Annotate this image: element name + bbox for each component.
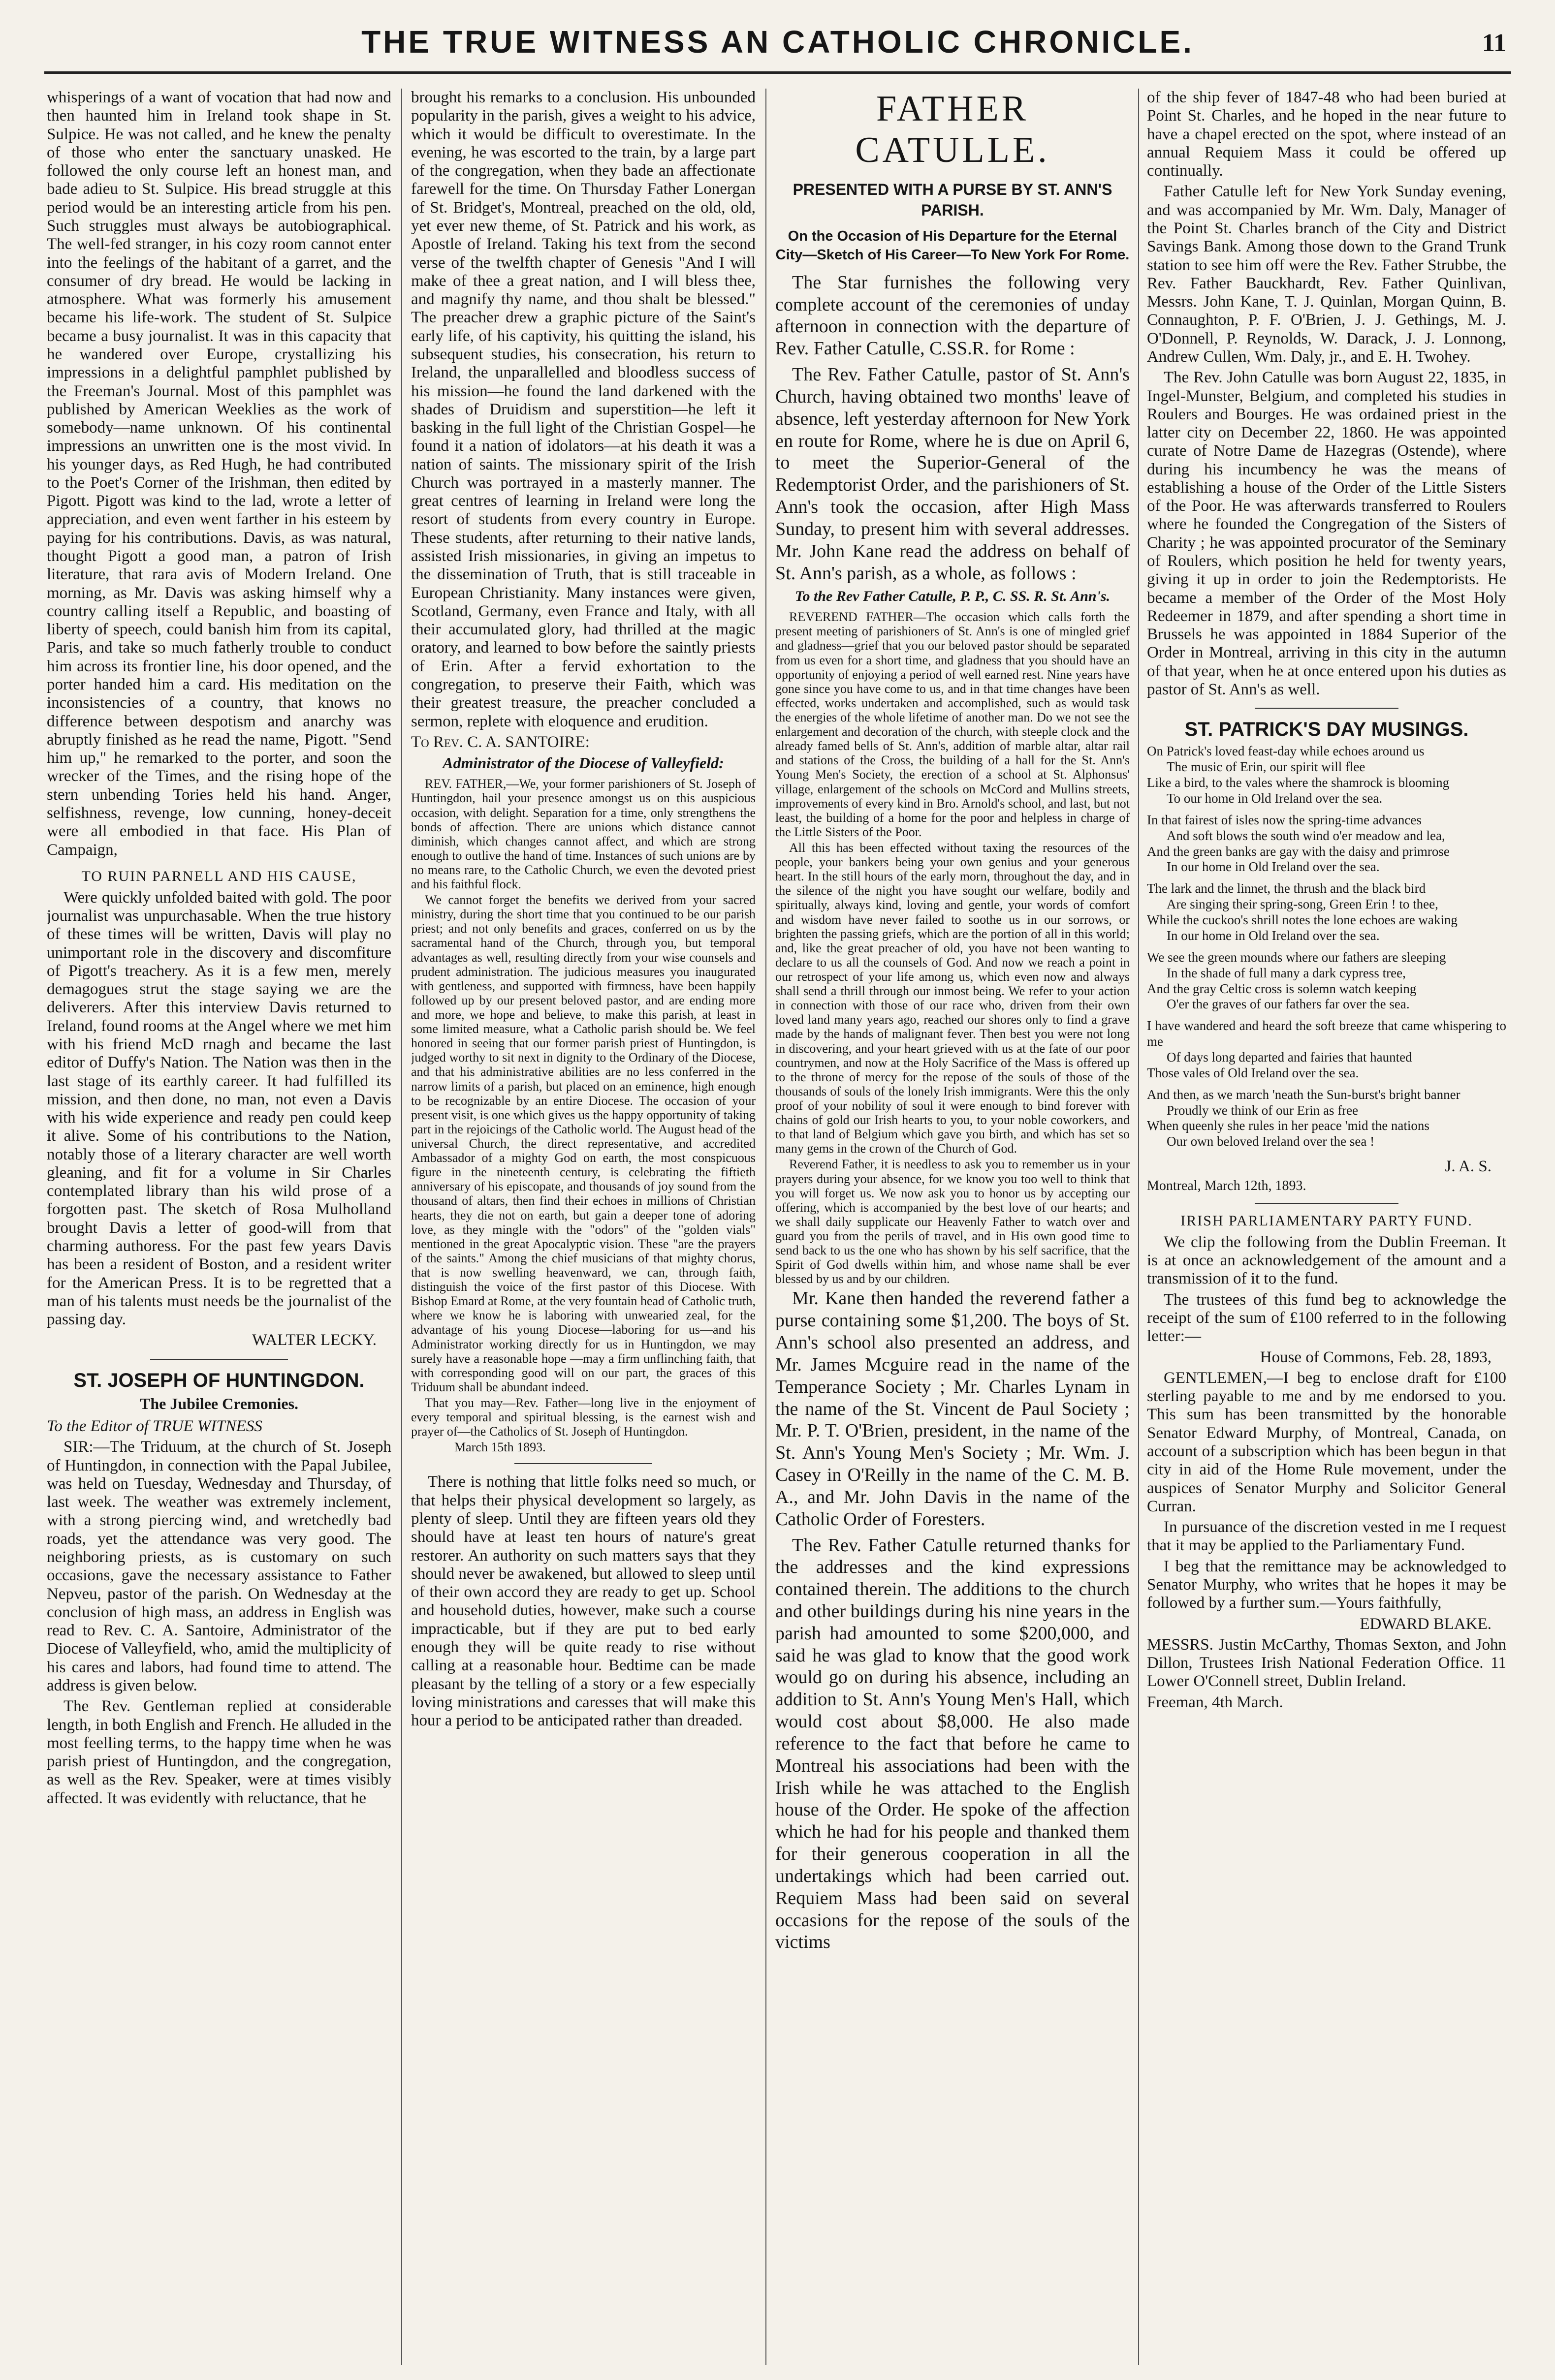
poem-line: The lark and the linnet, the thrush and the black bird xyxy=(1147,881,1426,896)
poem-line: While the cuckoo's shrill notes the lone echoes are waking xyxy=(1147,912,1458,928)
column-4 xyxy=(1147,89,1506,2365)
article-paragraph: We clip the following from the Dublin Freeman. It is at once an acknowledgement of the amount and a transmission of it to the fund. xyxy=(1147,1233,1506,1288)
column-1 xyxy=(47,89,391,2365)
poem-signature: J. A. S. xyxy=(1445,1158,1492,1176)
article-lede xyxy=(775,272,1130,585)
address-paragraph: REVEREND FATHER—The occasion which calls forth the present meeting of parishioners of St. Ann's is one of mingled grief and gladness—grief that you our beloved pastor should be separated from us even for a short time, and gladness that you should have an opportunity of enjoying a period of well earned rest. Nine years have gone since you have come to us, and in that time changes have been effected, works undertaken and accomplished, such as would task the energies of the whole lifetime of another man. Do we not see the enlargement and decoration of the church, with steeple clock and the already famed bells of St. Ann's, addition of marble altar, altar rail and stations of the Cross, the building of a hall for the St. Ann's Young Men's Society, the erection of a school at St. Alphonsus' village, enlargement of the schools on McCord and Mullins streets, improvements of every kind in Bro. Arnold's school, and last, but not least, the building of a home for the poor and helpless in charge of the Little Sisters of the Poor. xyxy=(775,610,1130,839)
address-body xyxy=(411,777,756,1454)
article-paragraph: whisperings of a want of vocation that had now and then haunted him in Ireland took shape in St. Sulpice. He was not called, and he knew the penalty of those who enter the sanctuary unasked. He followed the only course left an honest man, and bade adieu to St. Sulpice. His bread struggle at this period would be an interesting article from his pen. Such struggles must always be autobiographical. The well-fed stranger, in his cozy room cannot enter into the feelings of the habitant of a garret, and the consumer of dry bread. He would be lacking in atmosphere. What was formerly his amusement became his life-work. The student of St. Sulpice became a busy journalist. It was in this capacity that he wandered over Europe, crystallizing his impressions in a delightful pamphlet published by the Freeman's Journal. Most of this pamphlet was published by American Weeklies as the work of somebody—name unknown. Of his continental impressions an unwritten one is the most vivid. In his younger days, as Red Hugh, he had contributed to the Poet's Corner of the Irishman, then edited by Pigott. Pigott was kind to the lad, wrote a letter of appreciation, and even went farther in his esteem by paying for his contributions. Davis, as was natural, thought Pigott a good man, a patron of Irish literature, that rara avis of Modern Ireland. One morning, as Mr. Davis was asking himself why a country calling itself a Republic, and boasting of liberty of speech, could banish him from its capital, Paris, and take so much fatherly trouble to conduct him across its frontier line, his door opened, and the porter handed him a card. His meditation on the inconsistencies of a country, that knows no difference between despotism and anarchy was abruptly finished as he read the name, Pigott. "Send him up," he remarked to the porter, and soon the wrecker of the Times, and the rising hope of the stern unbending Tories held his hand. Anger, selfishness, revenge, low cunning, honey-deceit were all embodied in that face. His Plan of Campaign, xyxy=(47,89,391,859)
poem xyxy=(1147,744,1506,1150)
column-rule xyxy=(1138,89,1139,2365)
column-3 xyxy=(775,89,1130,2365)
article-headline: IRISH PARLIAMENTARY PARTY FUND. xyxy=(1180,1213,1473,1229)
poem-line: When queenly she rules in her peace 'mid the nations xyxy=(1147,1118,1429,1133)
poem-line: Proudly we think of our Erin as free xyxy=(1167,1102,1359,1118)
article-continuation xyxy=(775,1287,1130,1953)
address-date: March 15th 1893. xyxy=(454,1440,546,1455)
poem-line: Our own beloved Ireland over the sea ! xyxy=(1167,1134,1375,1149)
article-deck: PRESENTED WITH A PURSE BY ST. ANN'S PARISH. xyxy=(793,181,1112,219)
column-2 xyxy=(411,89,756,2365)
article-paragraph: The trustees of this fund beg to acknowledge the receipt of the sum of £100 referred to in the following letter:— xyxy=(1147,1290,1506,1346)
poem-stanza xyxy=(1147,813,1506,875)
poem-line: To our home in Old Ireland over the sea. xyxy=(1167,791,1383,806)
poem-line: And the gray Celtic cross is solemn watch keeping xyxy=(1147,981,1417,996)
article-headline: ST. JOSEPH OF HUNTINGDON. xyxy=(73,1369,365,1391)
poem-line: We see the green mounds where our fathers are sleeping xyxy=(1147,949,1446,965)
page-number: 11 xyxy=(1482,29,1506,57)
poem-stanza xyxy=(1147,1018,1506,1081)
address-paragraph: REV. FATHER,—We, your former parishioners of St. Joseph of Huntingdon, hail your presence amongst us on this auspicious occasion, with delight. Separation for a time, only strengthens the bonds of affection. There are unions which distance cannot diminish, which changes cannot affect, and which are strong enough to outlive the hand of time. Instances of such unions are by no means rare, to the Catholic Church, we even the devoted priest and his faithful flock. xyxy=(411,777,756,892)
poem-line: In our home in Old Ireland over the sea. xyxy=(1167,859,1380,875)
poem-line: And soft blows the south wind o'er meadow and lea, xyxy=(1167,828,1445,843)
address-paragraph: Reverend Father, it is needless to ask you to remember us in your prayers during your absence, for we know you too well to think that you will forget us. We now ask you to honor us by accepting our offering, which is accompanied by the best love of our hearts; and we shall daily supplicate our Heavenly Father to watch over and guard you from the perils of travel, and in His own good time to send back to us the one who has shown by his self sacrifice, that the Spirit of God dwells within him, and whose name shall be ever blessed by us and by our children. xyxy=(775,1157,1130,1286)
article-paragraph: brought his remarks to a conclusion. His unbounded popularity in the parish, gives a weight to his advice, which it would be difficult to overestimate. In the evening, he was escorted to the train, by a large part of the congregation, when they bade an affectionate farewell for the time. On Thursday Father Lonergan of St. Bridget's, Montreal, preached on the old, old, yet ever new theme, of St. Patrick and his work, as Apostle of Ireland. Taking his text from the second verse of the twelfth chapter of Genesis "And I will make of thee a great nation, and I will bless thee, and magnify thy name, and thou shalt be blessed." The preacher drew a graphic picture of the Saint's early life, of his captivity, his quitting the island, his subsequent studies, his consecration, his return to Ireland, the unparallelled and bloodless success of his mission—he found the land darkened with the shades of Druidism and superstition—he left it basking in the full light of the Christian Gospel—he found it a nation of idolators—at his death it was a nation of saints. The missionary spirit of the Irish Church was portrayed in a masterly manner. The great centres of learning in Ireland were long the resort of students from every country in Europe. These students, after returning to their native lands, assisted Irish missionaries, in giving an impetus to the dissemination of Truth, that is still traceable in European Christianity. Many instances were given, Scotland, Germany, even France and Italy, with all their accumulated glory, had thrilled at the magic oratory, and learned to bow before the saintly priests of Erin. After a fervid exhortation to the congregation, to preserve their Faith, which was their greatest treasure, the preacher concluded a sermon, replete with eloquence and erudition. xyxy=(411,89,756,730)
poem-line: Like a bird, to the vales where the shamrock is blooming xyxy=(1147,775,1450,790)
address-body xyxy=(775,610,1130,1286)
poem-line: I have wandered and heard the soft breeze that came whispering to me xyxy=(1147,1018,1506,1049)
poem-line: In that fairest of isles now the spring-time advances xyxy=(1147,812,1422,827)
article-paragraph: SIR:—The Triduum, at the church of St. Joseph of Huntingdon, in connection with the Papal Jubilee, was held on Tuesday, Wednesday and Thursday, of last week. The weather was extremely inclement, with a strong piercing wind, and wretchedly bad roads, yet the attendance was very good. The neighboring priests, as is customary on such occasions, gave the necessary assistance to Father Nepveu, pastor of the parish. On Wednesday at the conclusion of high mass, an address in English was read to Rev. C. A. Santoire, Administrator of the Diocese of Valleyfield, who, amid the multiplicity of his cares and labors, had found time to attend. The address is given below. xyxy=(47,1438,391,1695)
author-signature: WALTER LECKY. xyxy=(252,1331,377,1349)
article-paragraph: The Rev. John Catulle was born August 22, 1835, in Ingel-Munster, Belgium, and completed his studies in Roulers and Bourges. He was ordained priest in the latter city on December 22, 1860. He was appointed curate of Notre Dame de Hazegras (Ostende), where during his incumbency he was the means of establishing a house of the Order of the Little Sisters of the Poor. He was afterwards transferred to Roulers where he founded the Congregation of the Sisters of Charity ; he was appointed procurator of the Seminary of Roulers, which position he held for twenty years, giving it up in order to join the Redemptorists. He became a member of the Order of the Most Holy Redeemer in 1879, and after spending a short time in Brussels he was appointed in 1884 Superior of the Order in Montreal, arriving in this city in the autumn of that year, when he at once entered upon his duties as pastor of St. Ann's as well. xyxy=(1147,369,1506,698)
letter-place: House of Commons, Feb. 28, 1893, xyxy=(1260,1348,1492,1366)
poem-line: In the shade of full many a dark cypress tree, xyxy=(1167,965,1406,980)
letter-footer: Freeman, 4th March. xyxy=(1147,1693,1283,1711)
article-paragraph: Father Catulle left for New York Sunday evening, and was accompanied by Mr. Wm. Daly, Manager of the Point St. Charles branch of the City and District Savings Bank. Among those down to the Grand Trunk station to see him off were the Rev. Father Strubbe, the Rev. Father Bauckhardt, Rev. Father Quinlivan, Messrs. John Kane, T. J. Quinlan, Morgan Quinn, B. Connaughton, P. F. O'Brien, J. J. Gethings, M. J. O'Donnell, P. Reynolds, W. Darack, J. J. Lonnong, Andrew Cullen, Wm. Daly, jr., and E. H. Twohey. xyxy=(1147,183,1506,366)
article-paragraph: The Rev. Gentleman replied at considerable length, in both English and French. He alluded in the most feelling terms, to the happy time when he was parish priest of Huntingdon, and the congregation, as well as the Rev. Speaker, were at times visibly affected. It was evidently with reluctance, that he xyxy=(47,1697,391,1807)
poem-line: Are singing their spring-song, Green Erin ! to thee, xyxy=(1167,897,1438,912)
address-paragraph: We cannot forget the benefits we derived from your sacred ministry, during the short time that you continued to be our parish priest; and not only benefits and graces, conferred on us by the sacramental hand of the Church, through you, but temporal advantages as well, resulting directly from your wise counsels and prudent administration. The judicious measures you inaugurated with gentleness, and supported with firmness, have been happily followed up by our present beloved pastor, and are ending more and more, we hope and believe, to make this parish, at least in some limited measure, what a Catholic parish should be. We feel honored in seeing that our former parish priest of Huntingdon, is judged worthy to sit next in dignity to the Ordinary of the Diocese, and that his administrative abilities are no less conferred in the narrow limits of a parish, but placed on an eminence, high enough to be recognizable by an entire Diocese. The occasion of your present visit, is one which gives us the happy opportunity of taking part in the rejoicings of the Catholic world. The August head of the universal Church, the direct representative, and accredited Ambassador of a mighty God on earth, the most conspicuous figure in the nineteenth century, is celebrating the fiftieth anniversary of his episcopate, and thousands of joy sound from the thousand of altars, then find their echoes in millions of Christian hearts, they die not on earth, but gain a deeper tone of adoring love, as they mingle with the "odors" of the "golden vials" mentioned in the great Apocalyptic vision. These "are the prayers of the saints." Among the chief musicians of that mighty chorus, that is now swelling heavenward, we can, through faith, distinguish the voice of the first pastor of this Diocese. With Bishop Emard at Rome, at the very fountain head of Catholic truth, where we know he is laboring with unwearied zeal, for the advantage of his young Diocese—laboring for us—and his Administrator working directly for us in Huntingdon, we may surely have a reasonable hope —may a firm unflinching faith, that with corresponding good will on our part, the graces of this Triduum shall be abundant indeed. xyxy=(411,893,756,1394)
column-rule xyxy=(765,89,766,2365)
divider xyxy=(1255,1203,1398,1204)
article-headline: FATHER CATULLE. xyxy=(855,89,1050,170)
address-title: Administrator of the Diocese of Valleyfield: xyxy=(443,754,724,772)
letter-paragraph: In pursuance of the discretion vested in me I request that it may be applied to the Parliamentary Fund. xyxy=(1147,1518,1506,1555)
letter-paragraph: I beg that the remittance may be acknowledged to Senator Murphy, who writes that he hopes it may be followed by a further sum.—Yours faithfully, xyxy=(1147,1557,1506,1612)
salutation: To the Editor of TRUE WITNESS xyxy=(47,1417,262,1436)
article-paragraph: The Rev. Father Catulle returned thanks for the addresses and the kind expressions contained therein. The additions to the church and other buildings during his nine years in the parish had amounted to some $200,000, and said he was glad to know that the good work would go on during his absence, including an addition to St. Ann's Young Men's Hall, which would cost about $8,000. He also made reference to the fact that before he came to Montreal his associations had been with the Irish while he was attached to the English house of the Order. He spoke of the affection which he had for his people and thanked them for their generous cooperation in all the undertakings which had been carried out. Requiem Mass had been said on several occasions for the repose of the souls of the victims xyxy=(775,1534,1130,1953)
article-paragraph: The Star furnishes the following very complete account of the ceremonies of unday afternoon in connection with the departure of Rev. Father Catulle, C.SS.R. for Rome : xyxy=(775,272,1130,359)
subheading: TO RUIN PARNELL AND HIS CAUSE, xyxy=(81,868,357,884)
poem-line: On Patrick's loved feast-day while echoes around us xyxy=(1147,744,1425,759)
poem-dateline: Montreal, March 12th, 1893. xyxy=(1147,1178,1306,1194)
article-deck: On the Occasion of His Departure for the Eternal City—Sketch of His Career—To New York For Rome. xyxy=(775,228,1130,263)
article-paragraph: Were quickly unfolded baited with gold. The poor journalist was unpurchasable. When the true history of these times will be written, Davis will play no unimportant role in the discovery and discomfiture of Pigott's treachery. As it is a few men, merely demagogues strut the stage saying we are the deliverers. After this interview Davis returned to Ireland, found rooms at the Angel where we met him with his friend McD rnagh and became the last editor of Duffy's Nation. The Nation was then in the last stage of its earthly career. It had fulfilled its mission, and then done, no man, not even a Davis with his wide experience and ready pen could keep it alive. Some of his contributions to the Nation, notably those of a literary character are well worth gleaning, and fit for a volume in Sir Charles contemplated library than his wild prose of a forgotten past. The sketch of Rosa Mulholland brought Davis a letter of good-will from that charming authoress. For the past few years Davis has been a resident of Boston, and a resident writer for the American Press. It is to be regretted that a man of his talents must needs be the journalist of the passing day. xyxy=(47,888,391,1329)
column-rule xyxy=(401,89,402,2365)
address-paragraph: That you may—Rev. Father—long live in the enjoyment of every temporal and spiritual blessing, is the earnest wish and prayer of—the Catholics of St. Joseph of Huntingdon. xyxy=(411,1395,756,1439)
masthead-title: THE TRUE WITNESS AN CATHOLIC CHRONICLE. xyxy=(361,24,1194,60)
poem-title: ST. PATRICK'S DAY MUSINGS. xyxy=(1184,719,1469,741)
poem-stanza xyxy=(1147,881,1506,943)
masthead xyxy=(44,20,1511,74)
letter-recipients: MESSRS. Justin McCarthy, Thomas Sexton, and John Dillon, Trustees Irish National Federation Office. 11 Lower O'Connell street, Dublin Ireland. xyxy=(1147,1635,1506,1691)
poem-line: In our home in Old Ireland over the sea. xyxy=(1167,928,1380,943)
article-subheadline: The Jubilee Cremonies. xyxy=(139,1394,299,1412)
poem-line: The music of Erin, our spirit will flee xyxy=(1167,759,1365,775)
poem-line: Of days long departed and fairies that haunted xyxy=(1167,1049,1412,1065)
poem-line: Those vales of Old Ireland over the sea. xyxy=(1147,1065,1359,1080)
poem-line: And then, as we march 'neath the Sun-burst's bright banner xyxy=(1147,1087,1460,1102)
address-to-line: To Rev. C. A. SANTOIRE: xyxy=(411,733,590,751)
poem-line: And the green banks are gay with the daisy and primrose xyxy=(1147,844,1450,859)
article-paragraph: There is nothing that little folks need so much, or that helps their physical development so largely, as plenty of sleep. Until they are fifteen years old they should have at least ten hours of nature's great restorer. An authority on such matters says that they should never be awakened, but allowed to sleep until of their own accord they are ready to get up. School and household duties, however, make such a course impracticable, but if they are put to bed early enough they will be quite ready to rise without calling at a reasonable hour. Bedtime can be made pleasant by the telling of a story or a few especially loving ministrations and caresses that will make this hour a period to be anticipated rather than dreaded. xyxy=(411,1473,756,1730)
address-paragraph: All this has been effected without taxing the resources of the people, your bankers being your own genius and your generous heart. In the still hours of the early morn, throughout the day, and in the silence of the night you have sought our welfare, bodily and spiritually, always kind, loving and gentle, your words of comfort and wisdom have never failed to soothe us in our sorrows, or brighten the passing griefs, which are the portion of all in this world; and, like the great preacher of old, you have not been wanting to declare to us all the counsels of God. And now we reach a point in our retrospect of your life among us, which even now and always shall send a thrill through our inmost being. We refer to your action in connection with those of our race who, driven from their own loved land many years ago, reached our shores only to find a grave made by the hands of malignant fever. Then best you were not long in discovering, and your heart grieved with us at the fate of our poor countrymen, and now at the Holy Sacrifice of the Mass is offered up to the throne of mercy for the repose of the souls of those of the thousands of souls of the lonely Irish immigrants. Were this the only proof of your nobility of soul it were enough to bind forever with chains of gold our Irish hearts to you, to your noble coworkers, and to that land of Belgium which gave you birth, and which has set so many gems in the crown of the Church of God. xyxy=(775,841,1130,1156)
letter-paragraph: GENTLEMEN,—I beg to enclose draft for £100 sterling payable to me and by me endorsed to you. This sum has been transmitted by the honorable Senator Edward Murphy, of Montreal, Canada, on account of a subscription which has been begun in that city in aid of the Home Rule movement, under the auspices of Senator Murphy and Solicitor General Curran. xyxy=(1147,1369,1506,1515)
divider xyxy=(150,1359,288,1360)
poem-line: O'er the graves of our fathers far over the sea. xyxy=(1167,997,1410,1012)
poem-stanza xyxy=(1147,744,1506,806)
poem-stanza xyxy=(1147,1087,1506,1150)
divider xyxy=(1255,708,1398,709)
article-paragraph: of the ship fever of 1847-48 who had been buried at Point St. Charles, and he hoped in the near future to have a chapel erected on the spot, where instead of an annual Requiem Mass it could be offered up continually. xyxy=(1147,89,1506,180)
address-heading: To the Rev Father Catulle, P. P., C. SS. R. St. Ann's. xyxy=(794,588,1111,605)
divider xyxy=(514,1463,652,1464)
article-paragraph: The Rev. Father Catulle, pastor of St. Ann's Church, having obtained two months' leave of absence, left yesterday afternoon for New York en route for Rome, where he is due on April 6, to meet the Superior-General of the Redemptorist Order, and the parishioners of St. Ann's took the occasion, after High Mass Sunday, to present him with several addresses. Mr. John Kane read the address on behalf of St. Ann's parish, as a whole, as follows : xyxy=(775,364,1130,584)
letter-signature: EDWARD BLAKE. xyxy=(1360,1615,1492,1633)
article-paragraph: Mr. Kane then handed the reverend father a purse containing some $1,200. The boys of St. Ann's school also presented an address, and Mr. James Mcguire read in the name of the Temperance Society ; Mr. Charles Lynam in the name of the St. Vincent de Paul Society ; Mr. P. T. O'Brien, president, in the name of the St. Ann's Young Men's Society ; Mr. Wm. J. Casey in O'Reilly in the name of the C. M. B. A., and Mr. John Davis in the name of the Catholic Order of Foresters. xyxy=(775,1288,1130,1530)
poem-stanza xyxy=(1147,950,1506,1012)
